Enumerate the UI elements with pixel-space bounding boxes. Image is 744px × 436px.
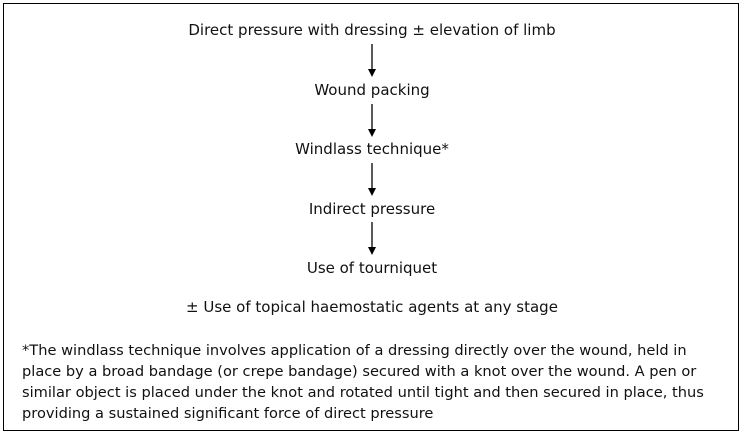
arrow-down-2 [367,104,377,138]
arrow-down-3 [367,163,377,197]
footnote-windlass: *The windlass technique involves application of a dressing directly over the wound, held in place by a broad bandage (or crepe bandage) secured with a knot over the wound. A pen or similar object is placed under the knot and rotated until tight and then secured in place, thus providing a sustained significant force of direct pressure [22,342,704,422]
step-indirect-pressure: Indirect pressure [308,200,436,218]
step-windlass-technique: Windlass technique* [295,140,449,158]
step-tourniquet: Use of tourniquet [306,259,438,277]
arrow-down-1 [367,44,377,78]
adjunct-haemostatic-agents: ± Use of topical haemostatic agents at any stage [186,298,558,316]
arrow-down-4 [367,222,377,256]
step-wound-packing: Wound packing [314,81,430,99]
step-direct-pressure: Direct pressure with dressing ± elevation of limb [188,21,556,39]
